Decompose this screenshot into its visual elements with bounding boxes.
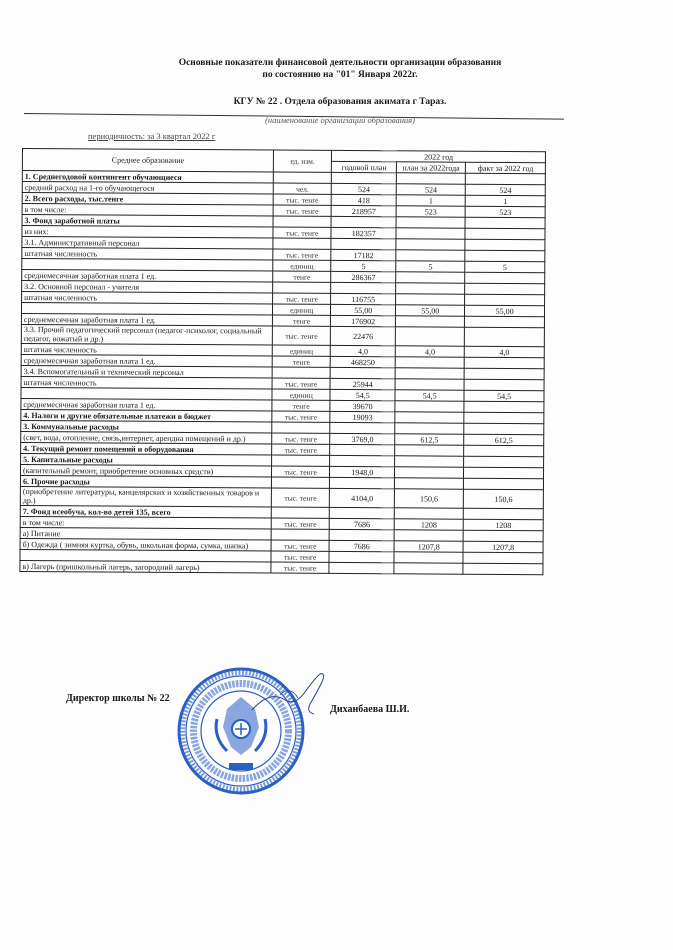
row-fact-2022 <box>464 412 544 423</box>
row-fact-2022: 54,5 <box>464 390 544 401</box>
row-unit <box>272 367 330 378</box>
row-plan-2022 <box>396 250 465 261</box>
director-name: Диханбаева Ш.И. <box>330 704 410 715</box>
row-plan-2022 <box>395 445 464 456</box>
row-annual-plan: 418 <box>331 194 396 205</box>
row-label: 4. Налоги и другие обязательные платежи в бюджет <box>21 409 272 422</box>
row-annual-plan: 39670 <box>330 400 395 411</box>
row-annual-plan <box>329 551 394 562</box>
org-caption: (наименование организации образования) <box>265 115 415 125</box>
row-annual-plan <box>329 529 394 540</box>
row-plan-2022: 55,00 <box>396 305 465 316</box>
row-unit: тенге <box>273 271 331 282</box>
row-fact-2022 <box>464 423 544 434</box>
row-unit: единиц <box>273 260 331 271</box>
row-annual-plan: 22476 <box>331 326 396 345</box>
row-label: 3.3. Прочий педагогический персонал (педагог-психолог, социальный педагог, вожатый и др.) <box>21 324 272 345</box>
row-unit: единиц <box>272 389 330 400</box>
row-label: штатная численность <box>22 292 273 305</box>
header-annual-plan: годовой план <box>332 161 397 172</box>
row-label: среднемесячная заработная плата 1 ед. <box>21 354 272 367</box>
row-plan-2022: 524 <box>396 184 465 195</box>
row-unit: тыс. тенге <box>273 293 331 304</box>
row-unit: единиц <box>273 304 331 315</box>
row-fact-2022 <box>465 272 545 283</box>
row-unit <box>272 422 330 433</box>
row-label: а) Питание <box>20 527 271 540</box>
signature-icon <box>250 670 330 720</box>
row-annual-plan: 17182 <box>331 249 396 260</box>
periodicity: периодичность: за 3 квартал 2022 г <box>88 131 216 141</box>
row-plan-2022 <box>397 173 466 184</box>
row-unit: тыс. тенге <box>272 411 330 422</box>
row-label: в том числе: <box>22 204 273 217</box>
header-unit: ед. изм. <box>273 150 331 172</box>
row-annual-plan: 1948,0 <box>330 466 395 477</box>
row-label: штатная численность <box>21 376 272 389</box>
row-unit <box>271 529 329 540</box>
row-unit: тыс. тенге <box>271 488 329 507</box>
row-fact-2022 <box>464 401 544 412</box>
row-unit: тыс. тенге <box>272 378 330 389</box>
row-fact-2022 <box>464 467 544 478</box>
row-unit <box>273 172 331 183</box>
header-section: Среднее образование <box>22 149 273 173</box>
row-fact-2022 <box>464 357 544 368</box>
row-label: 6. Прочие расходы <box>20 475 271 488</box>
row-unit <box>273 216 331 227</box>
row-unit: тыс. тенге <box>273 205 331 216</box>
row-plan-2022 <box>395 357 464 368</box>
row-unit: тенге <box>273 315 331 326</box>
row-unit <box>271 507 329 518</box>
row-plan-2022 <box>396 217 465 228</box>
row-label: штатная численность <box>22 248 273 261</box>
director-label: Директор школы № 22 <box>66 693 170 704</box>
row-label: 3. Фонд заработной платы <box>22 215 273 228</box>
row-plan-2022 <box>395 368 464 379</box>
title-line-1: Основные показатели финансовой деятельности организации образования <box>178 58 502 68</box>
row-label: в) Лагерь (пришкольный лагерь, загородний лагерь) <box>20 560 271 573</box>
row-annual-plan: 116755 <box>331 293 396 304</box>
row-annual-plan <box>330 455 395 466</box>
row-annual-plan: 3769,0 <box>330 433 395 444</box>
row-fact-2022 <box>464 445 544 456</box>
header-plan-2022: план за 2022года <box>397 162 466 173</box>
row-label: 3. Коммунальные расходы <box>21 420 272 433</box>
row-label: 3.4. Вспомогательный и технический персонал <box>21 365 272 378</box>
row-annual-plan: 7686 <box>329 518 394 529</box>
row-label: в том числе: <box>20 516 271 529</box>
row-plan-2022: 612,5 <box>395 434 464 445</box>
row-plan-2022: 150,6 <box>395 489 464 508</box>
row-fact-2022 <box>464 327 544 346</box>
row-label: б) Одежда ( зимняя куртка, обувь, школьная форма, сумка, шапка) <box>20 538 271 551</box>
row-plan-2022: 4,0 <box>395 346 464 357</box>
row-label: 5. Капитальные расходы <box>21 453 272 466</box>
row-fact-2022 <box>463 552 543 563</box>
table-row <box>20 560 543 574</box>
row-label: 4. Текущий ремонт помещений и оборудования <box>21 442 272 455</box>
row-fact-2022 <box>465 316 545 327</box>
row-plan-2022: 1207,8 <box>394 541 463 552</box>
document-title <box>100 57 580 81</box>
row-fact-2022 <box>464 379 544 390</box>
row-annual-plan: 286367 <box>331 271 396 282</box>
header-fact-2022: факт за 2022 год <box>466 162 546 173</box>
row-plan-2022: 5 <box>396 261 465 272</box>
row-fact-2022 <box>465 294 545 305</box>
row-unit: чел. <box>273 183 331 194</box>
row-label: среднемесячная заработная плата 1 ед. <box>21 313 272 326</box>
row-plan-2022 <box>396 294 465 305</box>
row-annual-plan: 5 <box>331 260 396 271</box>
row-annual-plan <box>332 172 397 183</box>
row-annual-plan <box>330 444 395 455</box>
row-plan-2022: 1 <box>396 195 465 206</box>
row-plan-2022 <box>396 327 465 346</box>
row-fact-2022 <box>465 217 545 228</box>
row-fact-2022: 1 <box>465 195 545 206</box>
row-fact-2022: 4,0 <box>464 346 544 357</box>
row-fact-2022 <box>464 456 544 467</box>
org-name: КГУ № 22 . Отдела образования акимата г Тараз. <box>233 97 447 107</box>
row-annual-plan <box>330 367 395 378</box>
row-plan-2022 <box>395 456 464 467</box>
row-plan-2022 <box>395 412 464 423</box>
row-fact-2022: 1208 <box>463 519 543 530</box>
row-fact-2022: 524 <box>465 184 545 195</box>
row-annual-plan: 19093 <box>330 411 395 422</box>
row-label: из них: <box>22 226 273 239</box>
row-annual-plan <box>331 282 396 293</box>
row-plan-2022 <box>395 478 464 489</box>
row-unit: тыс. тенге <box>271 518 329 529</box>
row-plan-2022 <box>395 401 464 412</box>
row-annual-plan: 4,0 <box>330 345 395 356</box>
row-label: (свет, вода, отопление, связь,интернет, арендна помещений и др.) <box>21 431 272 444</box>
row-label: 2. Всего расходы, тыс.тенге <box>22 193 273 206</box>
row-fact-2022: 150,6 <box>463 489 543 508</box>
row-annual-plan: 54,5 <box>330 389 395 400</box>
row-fact-2022 <box>463 508 543 519</box>
row-annual-plan <box>331 216 396 227</box>
row-fact-2022 <box>465 283 545 294</box>
row-fact-2022: 5 <box>465 261 545 272</box>
row-annual-plan: 218957 <box>331 205 396 216</box>
row-fact-2022: 612,5 <box>464 434 544 445</box>
row-plan-2022 <box>396 316 465 327</box>
row-plan-2022 <box>394 508 463 519</box>
row-unit: тыс. тенге <box>273 194 331 205</box>
row-label: 3.2. Основной персонал - учителя <box>22 281 273 294</box>
row-label: среднемесячная заработная плата 1 ед. <box>22 270 273 283</box>
row-label: средний расход на 1-го обучающегося <box>22 182 273 195</box>
row-plan-2022 <box>396 283 465 294</box>
row-unit: тенге <box>272 356 330 367</box>
row-plan-2022 <box>396 228 465 239</box>
row-label: 3.1. Административный персонал <box>22 237 273 250</box>
row-plan-2022 <box>395 423 464 434</box>
row-fact-2022: 55,00 <box>465 305 545 316</box>
row-fact-2022 <box>463 530 543 541</box>
row-fact-2022 <box>464 478 544 489</box>
row-unit: тыс. тенге <box>271 562 329 573</box>
row-fact-2022 <box>465 228 545 239</box>
row-annual-plan: 4104,0 <box>330 488 395 507</box>
row-fact-2022: 1207,8 <box>463 541 543 552</box>
row-unit <box>273 282 331 293</box>
row-fact-2022 <box>464 368 544 379</box>
row-unit: тыс. тенге <box>273 249 331 260</box>
row-annual-plan: 25944 <box>330 378 395 389</box>
table-row <box>21 324 544 346</box>
row-annual-plan <box>331 238 396 249</box>
row-unit: тенге <box>272 400 330 411</box>
row-plan-2022 <box>395 379 464 390</box>
row-annual-plan <box>330 477 395 488</box>
row-annual-plan: 182357 <box>331 227 396 238</box>
row-label: (капительный ремонт, приобретение основных средств) <box>20 464 271 477</box>
row-unit: тыс. тенге <box>272 466 330 477</box>
row-annual-plan: 176902 <box>331 315 396 326</box>
row-unit: тыс. тенге <box>272 433 330 444</box>
row-plan-2022 <box>394 563 463 574</box>
row-plan-2022: 54,5 <box>395 390 464 401</box>
row-unit: тыс. тенге <box>272 444 330 455</box>
row-label: 1. Среднегодовой контингент обучающиеся <box>22 171 273 184</box>
row-annual-plan <box>330 507 395 518</box>
row-annual-plan <box>330 422 395 433</box>
row-fact-2022 <box>463 563 543 574</box>
row-unit: тыс. тенге <box>271 551 329 562</box>
row-label: (приобретение литературы, канцелярских и хозяйственных товаров и др.) <box>20 486 271 507</box>
row-unit <box>273 238 331 249</box>
title-line-2: по состоянию на "01" Января 2022г. <box>262 70 418 80</box>
row-label: среднемесячная заработная плата 1 ед. <box>21 398 272 411</box>
row-annual-plan: 524 <box>331 183 396 194</box>
row-unit: тыс. тенге <box>273 227 331 238</box>
row-annual-plan: 7686 <box>329 540 394 551</box>
row-plan-2022: 1208 <box>394 519 463 530</box>
row-unit: единиц <box>272 345 330 356</box>
row-fact-2022 <box>465 239 545 250</box>
row-label: штатная численность <box>21 343 272 356</box>
row-plan-2022 <box>396 239 465 250</box>
row-plan-2022 <box>394 530 463 541</box>
row-annual-plan: 468250 <box>330 356 395 367</box>
table-body <box>20 171 545 575</box>
row-label: 7. Фонд всеобуча, кол-во детей 135, всего <box>20 505 271 518</box>
row-annual-plan <box>329 562 394 573</box>
row-unit: тыс. тенге <box>272 326 330 345</box>
row-unit: тыс. тенге <box>271 540 329 551</box>
row-plan-2022 <box>395 467 464 478</box>
row-annual-plan: 55,00 <box>331 304 396 315</box>
header-year-group: 2022 год <box>332 150 546 162</box>
financial-table <box>19 148 546 575</box>
row-plan-2022: 523 <box>396 206 465 217</box>
row-plan-2022 <box>396 272 465 283</box>
row-unit <box>272 455 330 466</box>
row-plan-2022 <box>394 552 463 563</box>
row-fact-2022 <box>465 250 545 261</box>
row-fact-2022 <box>465 173 545 184</box>
row-unit <box>272 477 330 488</box>
row-fact-2022: 523 <box>465 206 545 217</box>
